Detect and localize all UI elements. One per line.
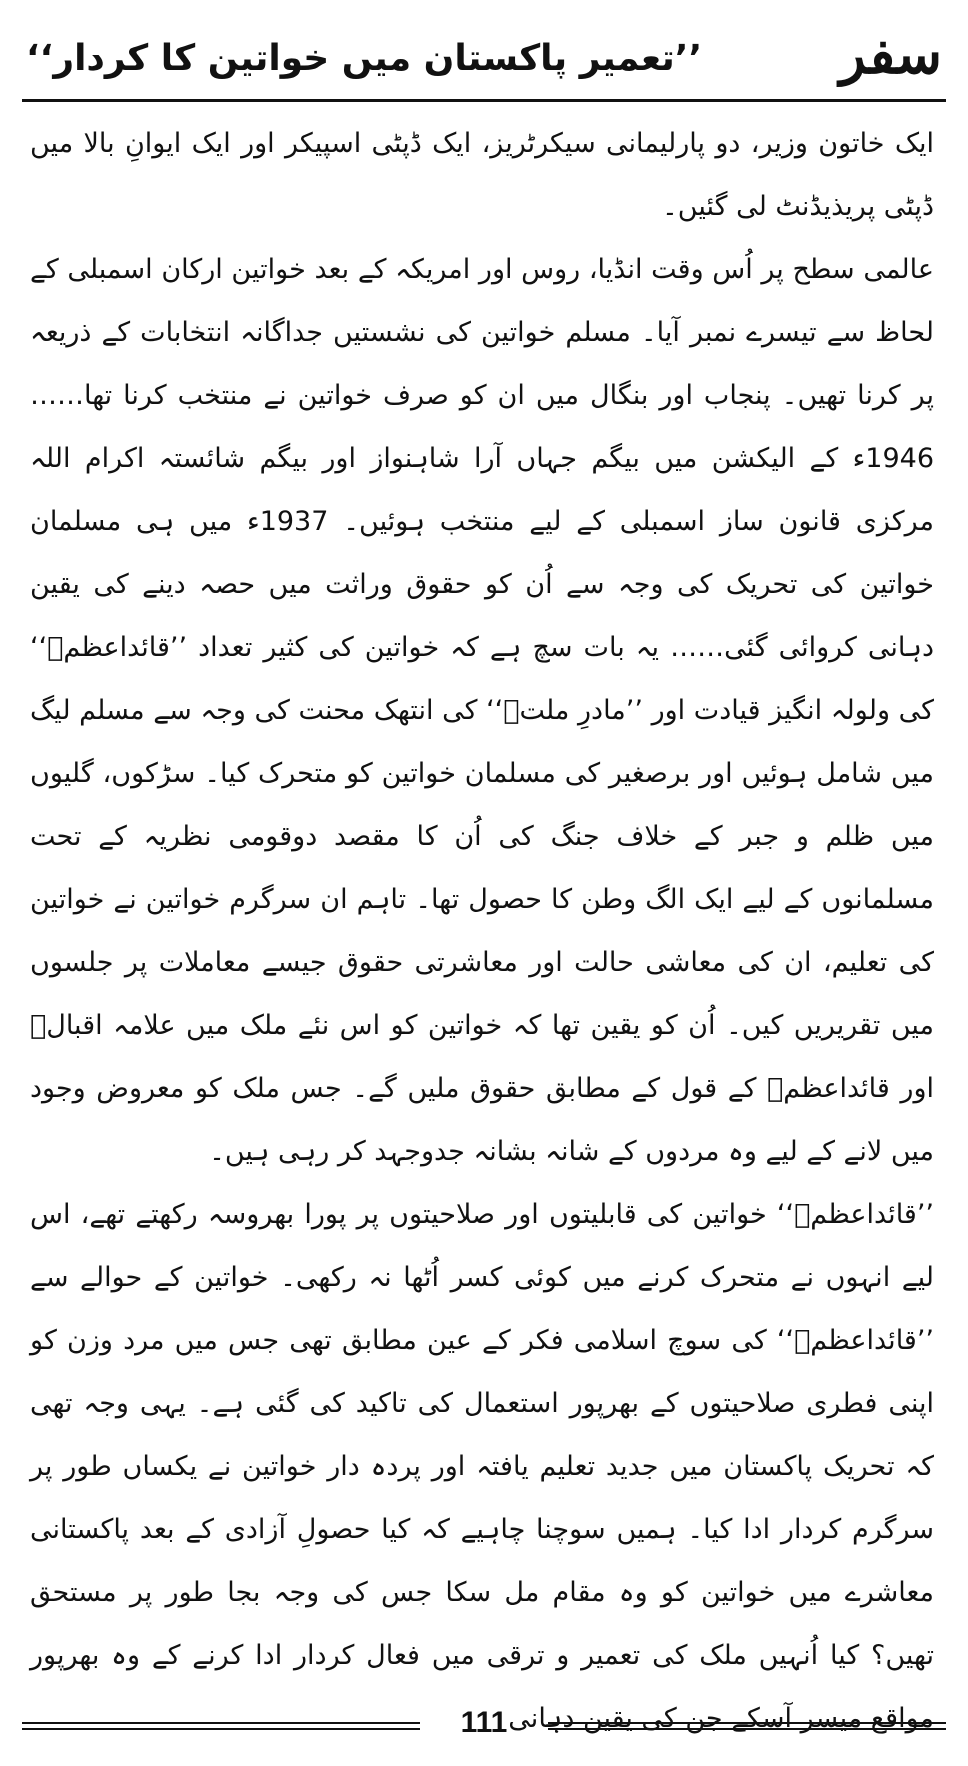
- footer-rule-right: [548, 1722, 946, 1724]
- page-header: [22, 10, 946, 102]
- magazine-name: سفر: [839, 22, 942, 86]
- article-title: ’’تعمیر پاکستان میں خواتین کا کردار‘‘: [26, 38, 703, 79]
- page-footer: [22, 1700, 946, 1754]
- paragraph-2: عالمی سطح پر اُس وقت انڈیا، روس اور امریکہ کے بعد خواتین ارکان اسمبلی کے لحاظ سے تیسرے نمبر آیا۔ مسلم خواتین کی نشستیں جداگانہ انتخابات کے ذریعہ پر کرنا تھیں۔ پنجاب اور بنگال میں ان کو صرف خواتین نے منتخب کرنا تھا…… 1946ء کے الیکشن میں بیگم جہاں آرا شاہنواز اور بیگم شائستہ اکرام اللہ مرکزی قانون ساز اسمبلی کے لیے منتخب ہوئیں۔ 1937ء میں ہی مسلمان خواتین کی تحریک کی وجہ سے اُن کو حقوق وراثت میں حصہ دینے کی یقین دہانی کروائی گئی…… یہ بات سچ ہے کہ خواتین کی کثیر تعداد ’’قائداعظمؒ‘‘ کی ولولہ انگیز قیادت اور ’’مادرِ ملتؒ‘‘ کی انتھک محنت کی وجہ سے مسلم لیگ میں شامل ہوئیں اور برصغیر کی مسلمان خواتین کو متحرک کیا۔ سڑکوں، گلیوں میں ظلم و جبر کے خلاف جنگ کی اُن کا مقصد دوقومی نظریہ کے تحت مسلمانوں کے لیے ایک الگ وطن کا حصول تھا۔ تاہم ان سرگرم خواتین نے خواتین کی تعلیم، ان کی معاشی حالت اور معاشرتی حقوق جیسے معاملات پر جلسوں میں تقریریں کیں۔ اُن کو یقین تھا کہ خواتین کو اس نئے ملک میں علامہ اقبالؒ اور قائداعظمؒ کے قول کے مطابق حقوق ملیں گے۔ جس ملک کو معروض وجود میں لانے کے لیے وہ مردوں کے شانہ بشانہ جدوجہد کر رہی ہیں۔: [30, 254, 934, 1167]
- header-rule: [22, 99, 946, 102]
- paragraph-1: ایک خاتون وزیر، دو پارلیمانی سیکرٹریز، ایک ڈپٹی اسپیکر اور ایک ایوانِ بالا میں ڈپٹی پریذیڈنٹ لی گئیں۔: [30, 128, 934, 222]
- footer-rule-left: [22, 1722, 420, 1724]
- page-number: 111: [460, 1706, 508, 1739]
- paragraph-3: ’’قائداعظمؒ‘‘ خواتین کی قابلیتوں اور صلاحیتوں پر پورا بھروسہ رکھتے تھے، اس لیے انہوں نے متحرک کرنے میں کوئی کسر اُٹھا نہ رکھی۔ خواتین کے حوالے سے ’’قائداعظمؒ‘‘ کی سوچ اسلامی فکر کے عین مطابق تھی جس میں مرد وزن کو اپنی فطری صلاحیتوں کے بھرپور استعمال کی تاکید کی گئی ہے۔ یہی وجہ تھی کہ تحریک پاکستان میں جدید تعلیم یافتہ اور پردہ دار خواتین نے یکساں طور پر سرگرم کردار ادا کیا۔ ہمیں سوچنا چاہیے کہ کیا حصولِ آزادی کے بعد پاکستانی معاشرے میں خواتین کو وہ مقام مل سکا جس کی وجہ بجا طور پر مستحق تھیں؟ کیا اُنہیں ملک کی تعمیر و ترقی میں فعال کردار ادا کرنے کے وہ بھرپور مواقع میسر آسکے جن کی یقین دہانی: [30, 1199, 934, 1734]
